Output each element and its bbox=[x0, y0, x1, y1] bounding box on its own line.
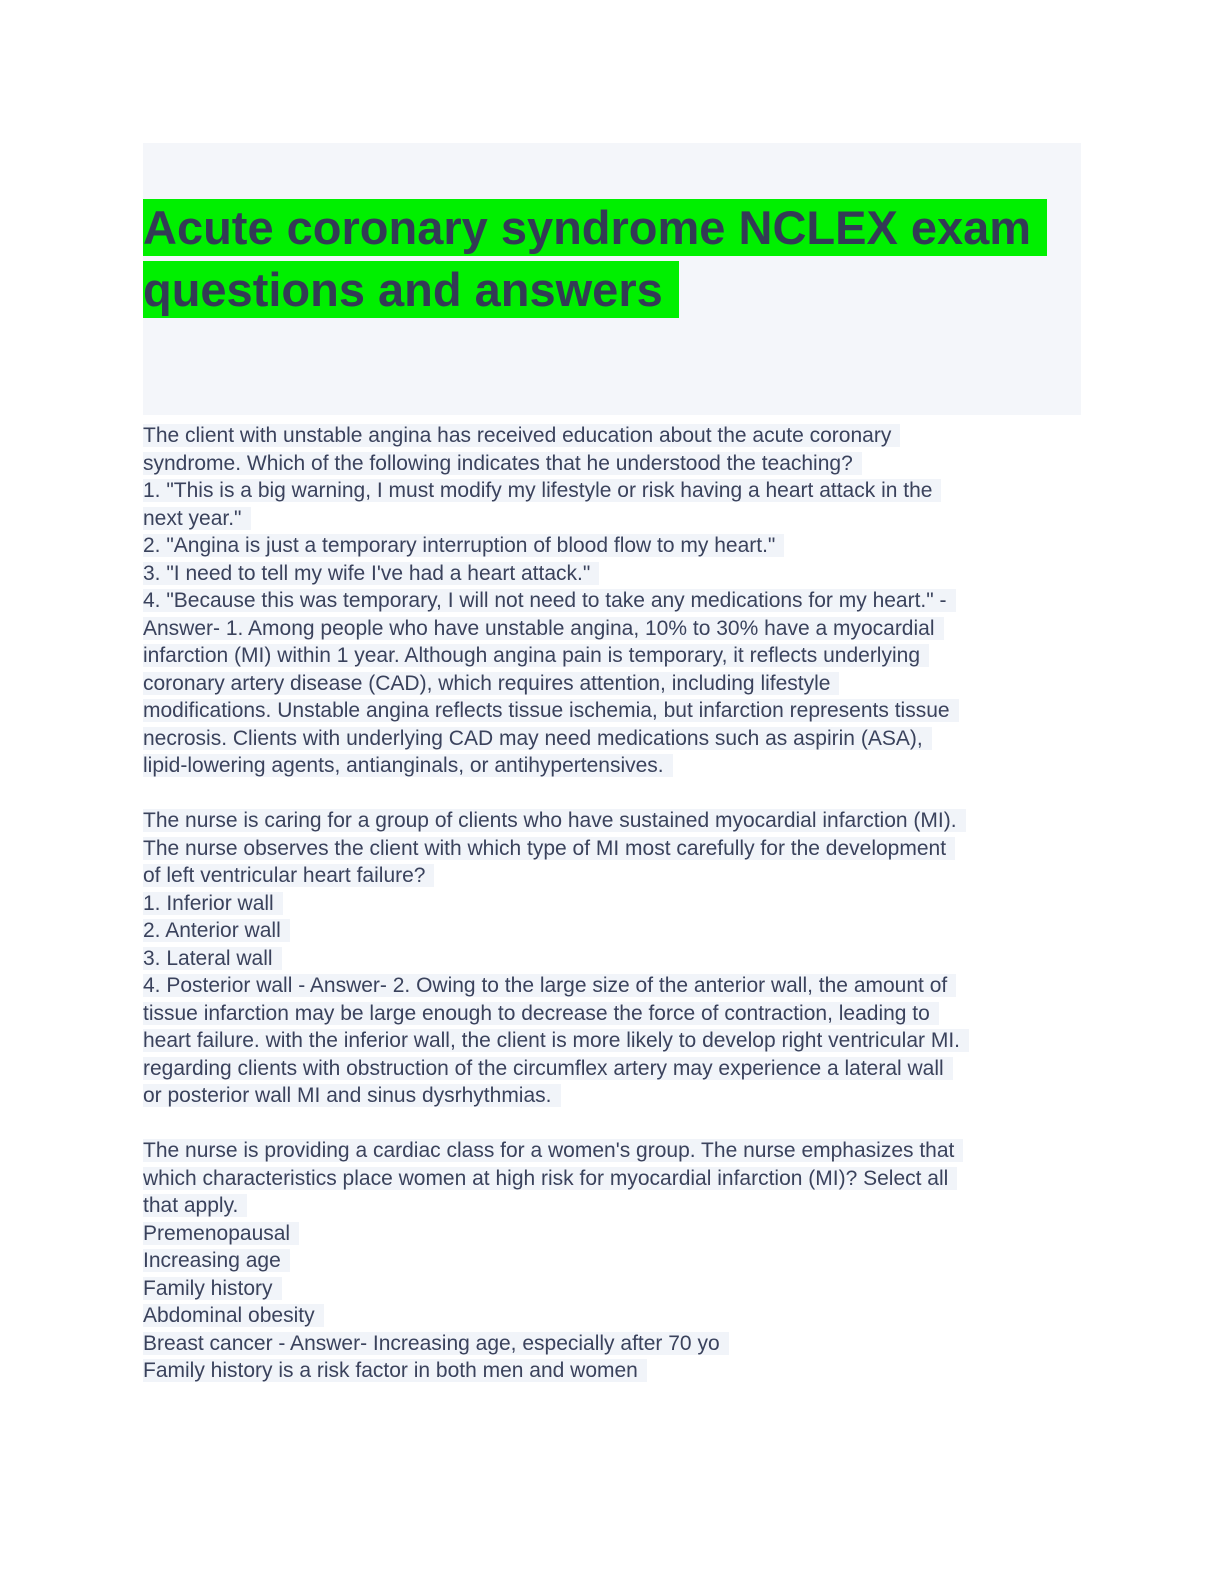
text-line bbox=[143, 615, 1081, 643]
text-line bbox=[143, 1082, 1081, 1110]
text-line-highlight: infarction (MI) within 1 year. Although angina pain is temporary, it reflects underlying bbox=[143, 644, 929, 667]
text-line bbox=[143, 560, 1081, 588]
text-line-highlight: Answer- 1. Among people who have unstable angina, 10% to 30% have a myocardial bbox=[143, 617, 944, 640]
text-line-highlight: 1. "This is a big warning, I must modify my lifestyle or risk having a heart attack in the bbox=[143, 479, 941, 502]
text-line-highlight: regarding clients with obstruction of the circumflex artery may experience a lateral wall bbox=[143, 1057, 953, 1080]
text-line-highlight: 4. Posterior wall - Answer- 2. Owing to the large size of the anterior wall, the amount of bbox=[143, 974, 956, 997]
qa-block bbox=[143, 807, 1081, 1110]
text-line-highlight: Abdominal obesity bbox=[143, 1304, 324, 1327]
text-line-highlight: 4. "Because this was temporary, I will not need to take any medications for my heart." - bbox=[143, 589, 956, 612]
text-line-highlight: necrosis. Clients with underlying CAD may need medications such as aspirin (ASA), bbox=[143, 727, 932, 750]
content-column bbox=[143, 0, 1081, 1385]
text-line-highlight: coronary artery disease (CAD), which requires attention, including lifestyle bbox=[143, 672, 839, 695]
text-line-highlight: next year." bbox=[143, 507, 251, 530]
text-line-highlight: which characteristics place women at high risk for myocardial infarction (MI)? Select all bbox=[143, 1167, 957, 1190]
text-line bbox=[143, 890, 1081, 918]
qa-block bbox=[143, 422, 1081, 780]
text-line bbox=[143, 835, 1081, 863]
text-line-highlight: The client with unstable angina has received education about the acute coronary bbox=[143, 424, 900, 447]
text-line-highlight: Breast cancer - Answer- Increasing age, especially after 70 yo bbox=[143, 1332, 729, 1355]
text-line-highlight: Family history is a risk factor in both men and women bbox=[143, 1359, 647, 1382]
text-line bbox=[143, 477, 1081, 505]
text-line-highlight: that apply. bbox=[143, 1194, 247, 1217]
text-line bbox=[143, 1000, 1081, 1028]
qa-block bbox=[143, 1137, 1081, 1385]
text-line bbox=[143, 670, 1081, 698]
text-line bbox=[143, 642, 1081, 670]
text-line bbox=[143, 862, 1081, 890]
text-line-highlight: tissue infarction may be large enough to decrease the force of contraction, leading to bbox=[143, 1002, 939, 1025]
text-line-highlight: 3. Lateral wall bbox=[143, 947, 282, 970]
text-line bbox=[143, 725, 1081, 753]
text-line-highlight: or posterior wall MI and sinus dysrhythmias. bbox=[143, 1084, 561, 1107]
text-line-highlight: modifications. Unstable angina reflects tissue ischemia, but infarction represents tissue bbox=[143, 699, 959, 722]
text-line-highlight: 2. Anterior wall bbox=[143, 919, 290, 942]
text-line bbox=[143, 972, 1081, 1000]
text-line bbox=[143, 1027, 1081, 1055]
text-line bbox=[143, 1357, 1081, 1385]
text-line bbox=[143, 697, 1081, 725]
text-line bbox=[143, 587, 1081, 615]
text-line bbox=[143, 1220, 1081, 1248]
text-line-highlight: lipid-lowering agents, antianginals, or antihypertensives. bbox=[143, 754, 673, 777]
text-line-highlight: syndrome. Which of the following indicates that he understood the teaching? bbox=[143, 452, 862, 475]
page-title bbox=[143, 197, 1081, 321]
text-line-highlight: The nurse observes the client with which type of MI most carefully for the development bbox=[143, 837, 955, 860]
text-line-highlight: Premenopausal bbox=[143, 1222, 299, 1245]
text-line bbox=[143, 1192, 1081, 1220]
text-line bbox=[143, 945, 1081, 973]
text-line bbox=[143, 1137, 1081, 1165]
text-line-highlight: heart failure. with the inferior wall, the client is more likely to develop right ventricular MI. bbox=[143, 1029, 969, 1052]
text-line bbox=[143, 1302, 1081, 1330]
text-line bbox=[143, 1247, 1081, 1275]
text-line-highlight: 3. "I need to tell my wife I've had a heart attack." bbox=[143, 562, 599, 585]
text-line-highlight: of left ventricular heart failure? bbox=[143, 864, 434, 887]
title-header-block bbox=[143, 143, 1081, 415]
text-line bbox=[143, 1165, 1081, 1193]
text-line bbox=[143, 807, 1081, 835]
text-line bbox=[143, 917, 1081, 945]
text-line bbox=[143, 1330, 1081, 1358]
text-line-highlight: 1. Inferior wall bbox=[143, 892, 283, 915]
text-line bbox=[143, 505, 1081, 533]
text-line-highlight: The nurse is caring for a group of clients who have sustained myocardial infarction (MI). bbox=[143, 809, 966, 832]
text-line-highlight: Family history bbox=[143, 1277, 282, 1300]
text-line bbox=[143, 532, 1081, 560]
text-line-highlight: The nurse is providing a cardiac class for a women's group. The nurse emphasizes that bbox=[143, 1139, 963, 1162]
text-line-highlight: 2. "Angina is just a temporary interruption of blood flow to my heart." bbox=[143, 534, 784, 557]
text-line bbox=[143, 1275, 1081, 1303]
text-line bbox=[143, 752, 1081, 780]
text-line bbox=[143, 450, 1081, 478]
text-line bbox=[143, 422, 1081, 450]
text-line bbox=[143, 1055, 1081, 1083]
document-body bbox=[143, 422, 1081, 1385]
text-line-highlight: Increasing age bbox=[143, 1249, 290, 1272]
page-title-text: Acute coronary syndrome NCLEX exam questions and answers bbox=[143, 199, 1047, 318]
